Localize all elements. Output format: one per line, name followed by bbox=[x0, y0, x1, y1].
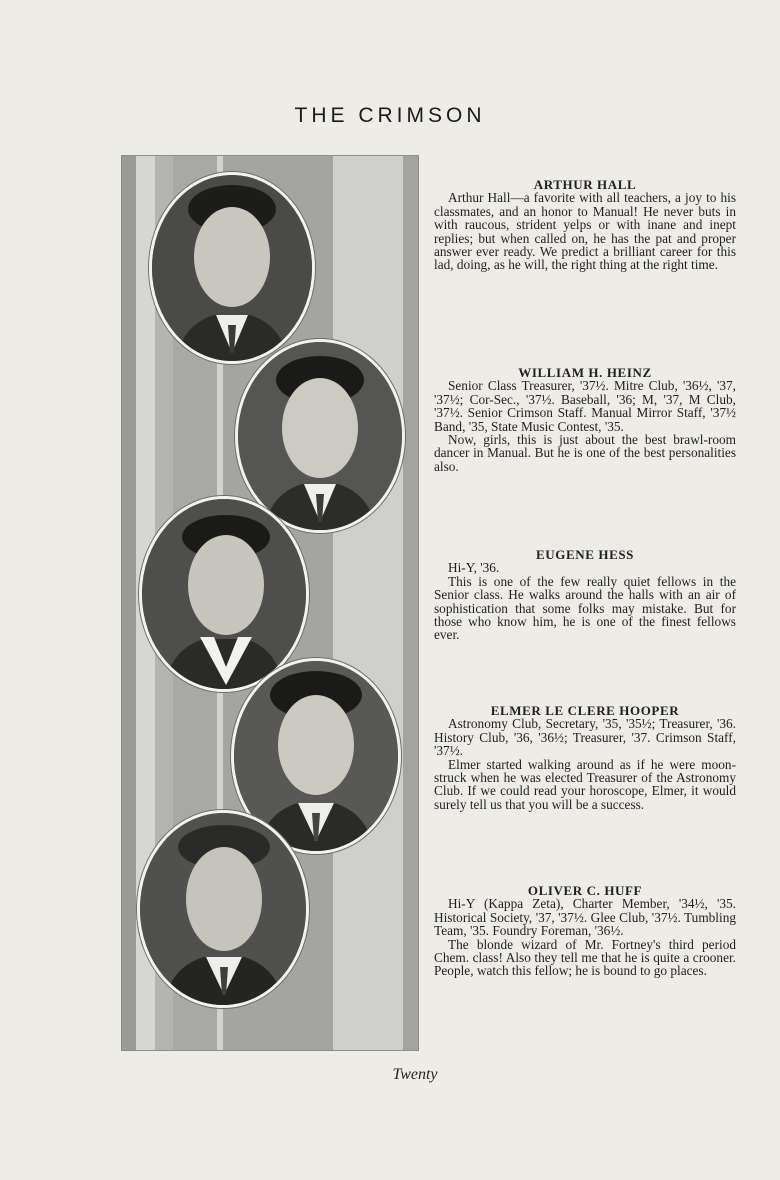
student-name: EUGENE HESS bbox=[536, 547, 634, 562]
student-write-up: The blonde wizard of Mr. Fortney's third period Chem. class! Also they tell me that he is quite a crooner. People, watch this fellow; he is bound to go places. bbox=[434, 936, 736, 979]
bio-william-heinz bbox=[434, 366, 736, 473]
bio-arthur-hall bbox=[434, 178, 736, 272]
portrait-arthur-hall bbox=[149, 172, 315, 364]
student-name: OLIVER C. HUFF bbox=[527, 883, 643, 898]
bio-oliver-huff bbox=[434, 884, 736, 978]
student-write-up: This is one of the few really quiet fellows in the Senior class. He walks around the halls with an air of sophistication that some folks may mistake. But for those who know him, he is one of the finest fellows ever. bbox=[434, 573, 736, 643]
student-photo bbox=[142, 499, 306, 689]
bio-eugene-hess bbox=[434, 548, 736, 642]
page-title: THE CRIMSON bbox=[294, 104, 486, 127]
portrait-oliver-huff bbox=[137, 810, 309, 1008]
portrait-william-heinz bbox=[235, 339, 405, 533]
student-activities: Hi-Y (Kappa Zeta), Charter Member, '34½, '35. Historical Society, '37, '37½. Glee Club, '37½. Tumbling Team, '35. Foundry Foreman, '36½. bbox=[434, 896, 736, 939]
student-name: ELMER LE CLERE HOOPER bbox=[490, 703, 680, 718]
student-write-up: Arthur Hall—a favorite with all teachers, a joy to his classmates, and an honor to Manual! He never buts in with raucous, strident yelps or with inane and inept replies; but when called on, he has the pat and proper answer ever ready. We predict a brilliant career for this lad, doing, as he will, the right thing at the right time. bbox=[434, 190, 736, 273]
student-photo bbox=[140, 813, 306, 1005]
portrait-panel bbox=[121, 155, 419, 1051]
student-photo bbox=[152, 175, 312, 361]
student-activities: Senior Class Treasurer, '37½. Mitre Club, '36½, '37, '37½; Cor-Sec., '37½. Baseball, '36; M, '37, M Club, '37½. Senior Crimson Staff. Manual Mirror Staff, '37½ Band, '35, State Music Contest, '35. bbox=[434, 378, 736, 434]
student-photo bbox=[238, 342, 402, 530]
page-number: Twenty bbox=[392, 1066, 438, 1083]
student-name: WILLIAM H. HEINZ bbox=[518, 365, 652, 380]
portrait-eugene-hess bbox=[139, 496, 309, 692]
student-activities: Astronomy Club, Secretary, '35, '35½; Treasurer, '36. History Club, '36, '36½; Treasurer, '37. Crimson Staff, '37½. bbox=[434, 716, 736, 759]
student-write-up: Elmer started walking around as if he were moon-struck when he was elected Treasurer of the Astronomy Club. If we could read your horoscope, Elmer, it would surely tell us that you will be a success. bbox=[434, 756, 736, 812]
student-name: ARTHUR HALL bbox=[533, 177, 637, 192]
student-activities: Hi-Y, '36. bbox=[448, 560, 500, 576]
bio-elmer-hooper bbox=[434, 704, 736, 811]
student-write-up: Now, girls, this is just about the best brawl-room dancer in Manual. But he is one of the best personalities also. bbox=[434, 432, 736, 474]
